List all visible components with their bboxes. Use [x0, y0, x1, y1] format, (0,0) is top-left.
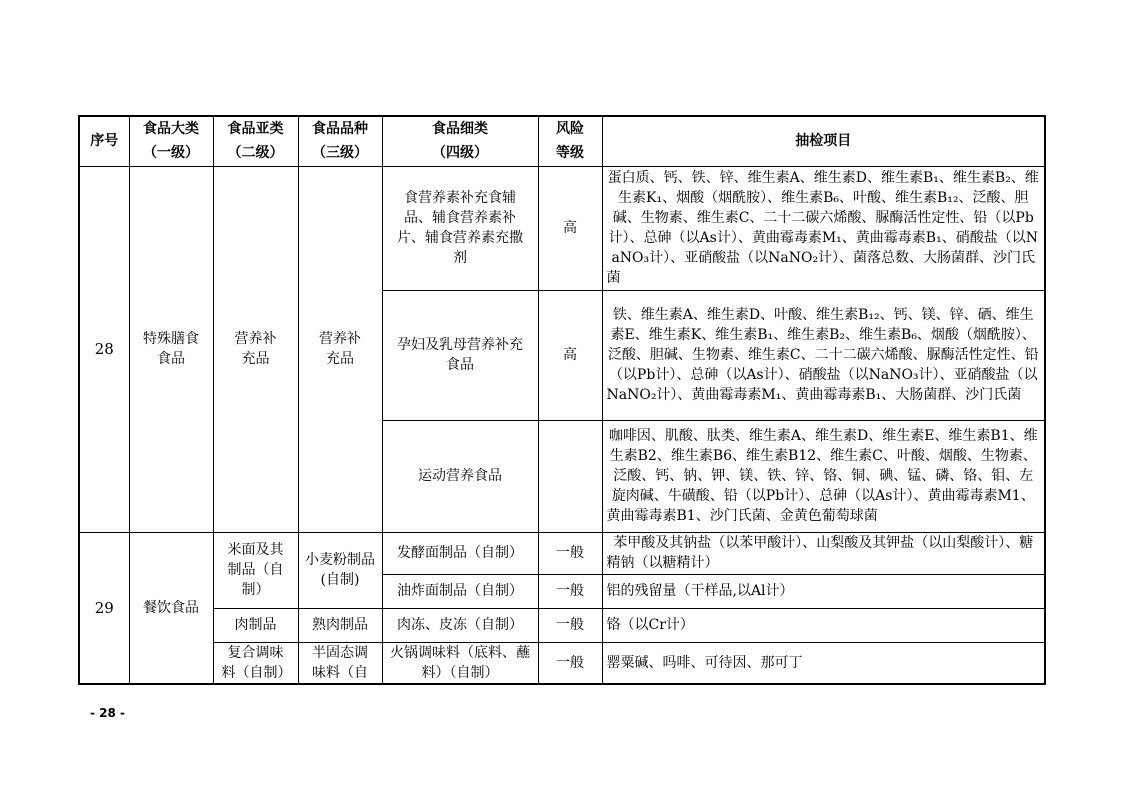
header-cat3: 食品品种 （三级）	[298, 116, 382, 166]
row28-sub2-risk: 高	[538, 290, 602, 420]
row29-g1-sub1-cat4: 发酵面制品（自制）	[382, 532, 538, 574]
row28-cat2: 营养补充品	[213, 166, 298, 532]
row29-g3-sub1-risk: 一般	[538, 642, 602, 684]
row29-g2-sub1-risk: 一般	[538, 608, 602, 642]
table-row	[79, 166, 1045, 290]
table-row	[79, 642, 1045, 684]
row28-sub1-cat4: 食营养素补充食辅品、辅食营养素补片、辅食营养素充撒剂	[382, 166, 538, 290]
row29-g1-sub2-risk: 一般	[538, 574, 602, 608]
row29-g1-cat2: 米面及其制品（自制）	[213, 532, 298, 608]
header-cat1: 食品大类 （一级）	[129, 116, 213, 166]
row28-sub3-items: 咖啡因、肌酸、肽类、维生素A、维生素D、维生素E、维生素B1、维生素B2、维生素B6、维生素B12、维生素C、叶酸、烟酸、生物素、泛酸、钙、钠、钾、镁、铁、锌、铬、铜、碘、锰、磷、铬、钼、左旋肉碱、牛磺酸、铅（以Pb计）、总砷（以As计）、黄曲霉毒素M1、黄曲霉毒素B1、沙门氏菌、金黄色葡萄球菌	[602, 420, 1045, 532]
header-cat2: 食品亚类 （二级）	[213, 116, 298, 166]
row29-g1-sub1-items: 苯甲酸及其钠盐（以苯甲酸计）、山梨酸及其钾盐（以山梨酸计）、糖精钠（以糖精计）	[602, 532, 1045, 574]
row29-g3-cat3: 半固态调味料（自	[298, 642, 382, 684]
spot-check-table	[78, 115, 1046, 685]
page-number: - 28 -	[90, 706, 126, 720]
row29-g2-sub1-cat4: 肉冻、皮冻（自制）	[382, 608, 538, 642]
row28-sub2-cat4: 孕妇及乳母营养补充食品	[382, 290, 538, 420]
row29-cat1: 餐饮食品	[129, 532, 213, 684]
table-row	[79, 608, 1045, 642]
row28-cat3: 营养补充品	[298, 166, 382, 532]
row28-sub3-risk	[538, 420, 602, 532]
row29-g2-cat3: 熟肉制品	[298, 608, 382, 642]
row28-sub2-items: 铁、维生素A、维生素D、叶酸、维生素B₁₂、钙、镁、锌、硒、维生素E、维生素K、维生素B₁、维生素B₂、维生素B₆、烟酸（烟酰胺）、泛酸、胆碱、生物素、维生素C、二十二碳六烯酸、脲酶活性定性、铅（以Pb计）、总砷（以As计）、硝酸盐（以NaNO₃计）、亚硝酸盐（以NaNO₂计）、黄曲霉毒素M₁、黄曲霉毒素B₁、大肠菌群、沙门氏菌	[602, 290, 1045, 420]
header-cat4: 食品细类 （四级）	[382, 116, 538, 166]
row29-g2-sub1-items: 铬（以Cr计）	[602, 608, 1045, 642]
row28-cat1: 特殊膳食食品	[129, 166, 213, 532]
row29-g1-sub1-risk: 一般	[538, 532, 602, 574]
row29-g3-sub1-items: 罂粟碱、吗啡、可待因、那可丁	[602, 642, 1045, 684]
row29-g1-sub2-cat4: 油炸面制品（自制）	[382, 574, 538, 608]
row28-sub1-items: 蛋白质、钙、铁、锌、维生素A、维生素D、维生素B₁、维生素B₂、维生素K₁、烟酸（烟酰胺）、维生素B₆、叶酸、维生素B₁₂、泛酸、胆碱、生物素、维生素C、二十二碳六烯酸、脲酶活性定性、铅（以Pb计）、总砷（以As计）、黄曲霉毒素M₁、黄曲霉毒素B₁、硝酸盐（以NaNO₃计）、亚硝酸盐（以NaNO₂计）、菌落总数、大肠菌群、沙门氏菌	[602, 166, 1045, 290]
row29-g1-cat3: 小麦粉制品(自制)	[298, 532, 382, 608]
header-risk: 风险 等级	[538, 116, 602, 166]
header-seq: 序号	[79, 116, 129, 166]
row29-g3-cat2: 复合调味料（自制）	[213, 642, 298, 684]
table-row	[79, 532, 1045, 574]
header-items: 抽检项目	[602, 116, 1045, 166]
row28-sub3-cat4: 运动营养食品	[382, 420, 538, 532]
row29-g3-sub1-cat4: 火锅调味料（底料、蘸料）（自制）	[382, 642, 538, 684]
row29-g1-sub2-items: 铝的残留量（干样品,以Al计）	[602, 574, 1045, 608]
row28-sub1-risk: 高	[538, 166, 602, 290]
row29-g2-cat2: 肉制品	[213, 608, 298, 642]
row29-seq: 29	[79, 532, 129, 684]
header-row	[79, 116, 1045, 166]
row28-seq: 28	[79, 166, 129, 532]
